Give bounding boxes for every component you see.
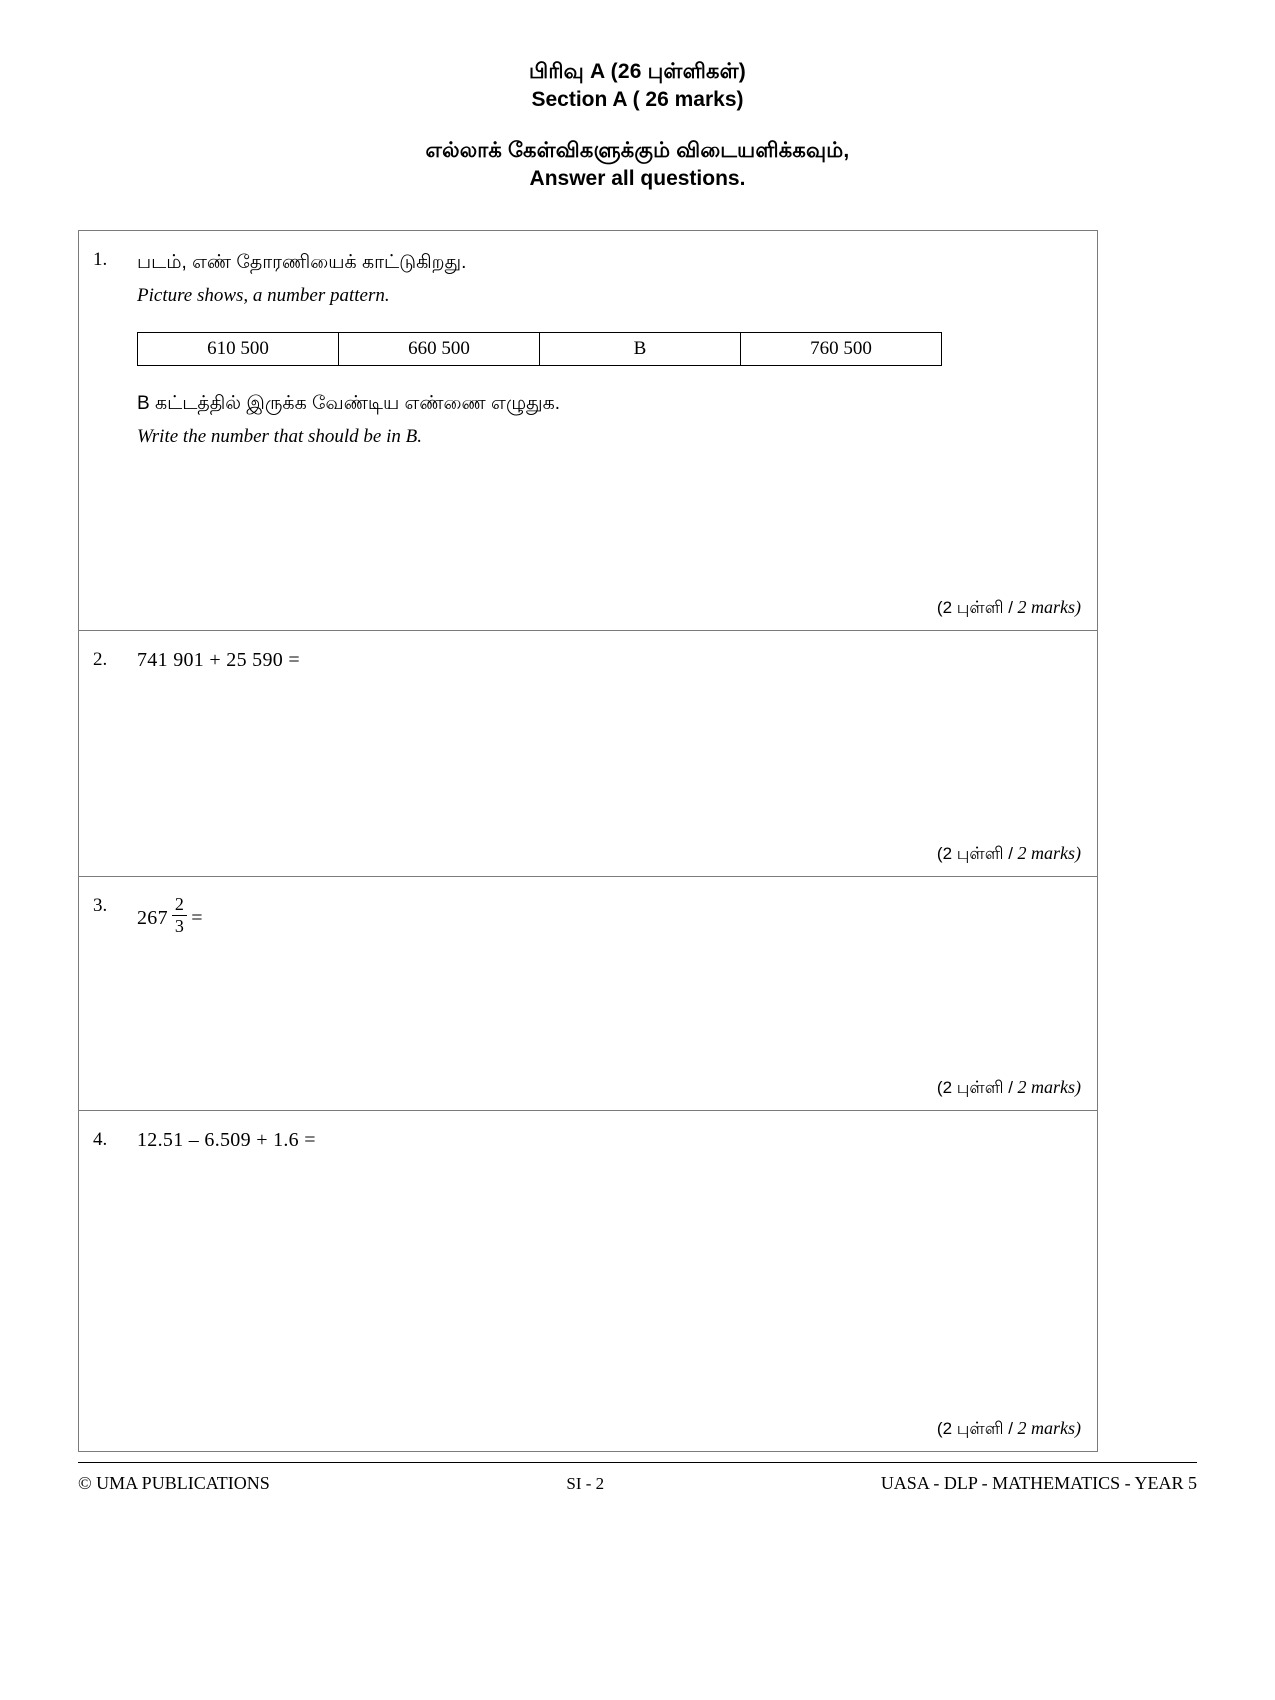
- marks-english: 2 marks): [1017, 597, 1081, 617]
- question-expression: [137, 895, 1079, 936]
- question-instruction-tamil: B கட்டத்தில் இருக்க வேண்டிய எண்ணை எழுதுக.: [137, 393, 561, 414]
- footer-page-number: SI - 2: [566, 1474, 605, 1493]
- question-4: [78, 1111, 1098, 1452]
- footer-subject: UASA - DLP - MATHEMATICS - YEAR 5: [880, 1473, 1197, 1493]
- mixed-number-whole: 267: [137, 906, 168, 929]
- instruction-english: Answer all questions.: [529, 167, 746, 191]
- marks-english: 2 marks): [1017, 843, 1081, 863]
- question-body: [137, 1129, 1079, 1152]
- section-title-tamil: பிரிவு A (26 புள்ளிகள்): [529, 60, 746, 83]
- question-instruction-english: Write the number that should be in B.: [137, 425, 422, 447]
- question-2: [78, 631, 1098, 877]
- question-3: [78, 877, 1098, 1111]
- marks-english: 2 marks): [1017, 1077, 1081, 1097]
- page-header: [0, 0, 1275, 193]
- fraction-numerator: 2: [174, 894, 185, 914]
- section-title-english: Section A ( 26 marks): [531, 88, 744, 112]
- fraction: [172, 895, 187, 936]
- question-number: 1.: [93, 249, 108, 270]
- page-footer: [78, 1462, 1197, 1494]
- question-prompt-english: Picture shows, a number pattern.: [137, 284, 390, 306]
- marks-english: 2 marks): [1017, 1418, 1081, 1438]
- question-expression: 12.51 – 6.509 + 1.6 =: [137, 1129, 316, 1151]
- marks-tamil: (2 புள்ளி /: [936, 1078, 1013, 1097]
- question-body: [137, 249, 1079, 451]
- marks-tamil: (2 புள்ளி /: [936, 598, 1013, 617]
- equals-sign: =: [191, 906, 203, 929]
- header-spacer: [0, 115, 1275, 137]
- marks-label: [937, 843, 1081, 866]
- number-pattern-table: [137, 332, 942, 366]
- pattern-cell-1: 610 500: [138, 333, 339, 366]
- marks-tamil: (2 புள்ளி /: [936, 844, 1013, 863]
- instruction-tamil: எல்லாக் கேள்விகளுக்கும் விடையளிக்கவும்,: [425, 138, 850, 162]
- question-prompt-tamil: படம், எண் தோரணியைக் காட்டுகிறது.: [137, 252, 467, 273]
- marks-label: [937, 597, 1081, 620]
- marks-tamil: (2 புள்ளி /: [936, 1419, 1013, 1438]
- question-number: 4.: [93, 1129, 108, 1150]
- pattern-cell-3: B: [540, 333, 741, 366]
- question-number: 3.: [93, 895, 108, 916]
- question-expression: 741 901 + 25 590 =: [137, 649, 300, 671]
- marks-label: [937, 1418, 1081, 1441]
- question-number: 2.: [93, 649, 108, 670]
- table-row: [138, 333, 942, 366]
- pattern-cell-4: 760 500: [741, 333, 942, 366]
- question-1: [78, 230, 1098, 631]
- pattern-cell-2: 660 500: [339, 333, 540, 366]
- question-body: [137, 649, 1079, 672]
- question-body: [137, 895, 1079, 936]
- footer-publisher: © UMA PUBLICATIONS: [78, 1473, 270, 1493]
- fraction-denominator: 3: [172, 915, 187, 936]
- marks-label: [937, 1077, 1081, 1100]
